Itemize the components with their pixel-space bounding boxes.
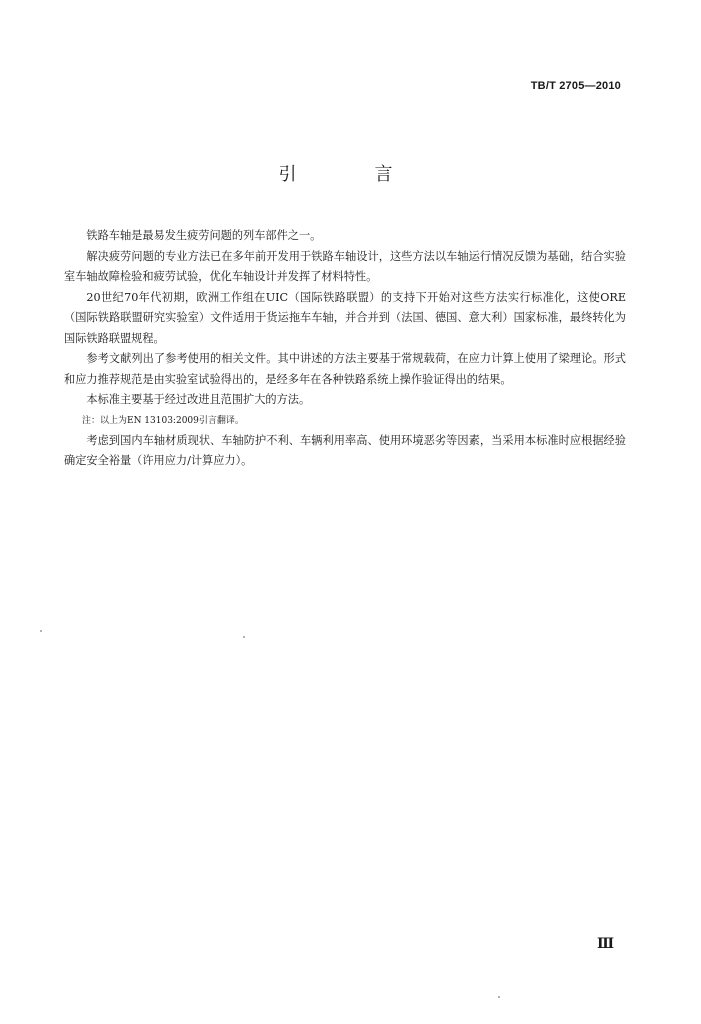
page-number: Ⅲ (596, 936, 614, 952)
standard-number: TB/T 2705—2010 (530, 80, 621, 92)
paragraph-3: 20世纪70年代初期，欧洲工作组在UIC（国际铁路联盟）的支持下开始对这些方法实行标准化，这使ORE（国际铁路联盟研究实验室）文件适用于货运拖车车轴，并合并到（法国、德国、意大利）国家标准，最终转化为国际铁路联盟规程。 (64, 290, 626, 345)
paragraph-1: 铁路车轴是最易发生疲劳问题的列车部件之一。 (86, 229, 322, 242)
introduction-body (64, 226, 626, 472)
paragraph-2: 解决疲劳问题的专业方法已在多年前开发用于铁路车轴设计，这些方法以车轴运行情况反馈为基础，结合实验室车轴故障检验和疲劳试验，优化车轴设计并发挥了材料特性。 (64, 249, 626, 283)
paragraph-6: 考虑到国内车轴材质现状、车轴防护不利、车辆利用率高、使用环境恶劣等因素，当采用本标准时应根据经验确定安全裕量（许用应力/计算应力）。 (64, 433, 626, 467)
page-title: 引 言 (278, 164, 423, 185)
paragraph-4: 参考文献列出了参考使用的相关文件。其中讲述的方法主要基于常规载荷，在应力计算上使用了梁理论。形式和应力推荐规范是由实验室试验得出的，是经多年在各种铁路系统上操作验证得出的结果。 (64, 352, 626, 386)
translation-note: 注：以上为EN 13103:2009引言翻译。 (82, 415, 244, 426)
paragraph-5: 本标准主要基于经过改进且范围扩大的方法。 (86, 393, 311, 406)
scan-speck (40, 630, 42, 632)
scan-speck (243, 636, 245, 638)
scan-speck (498, 996, 500, 998)
